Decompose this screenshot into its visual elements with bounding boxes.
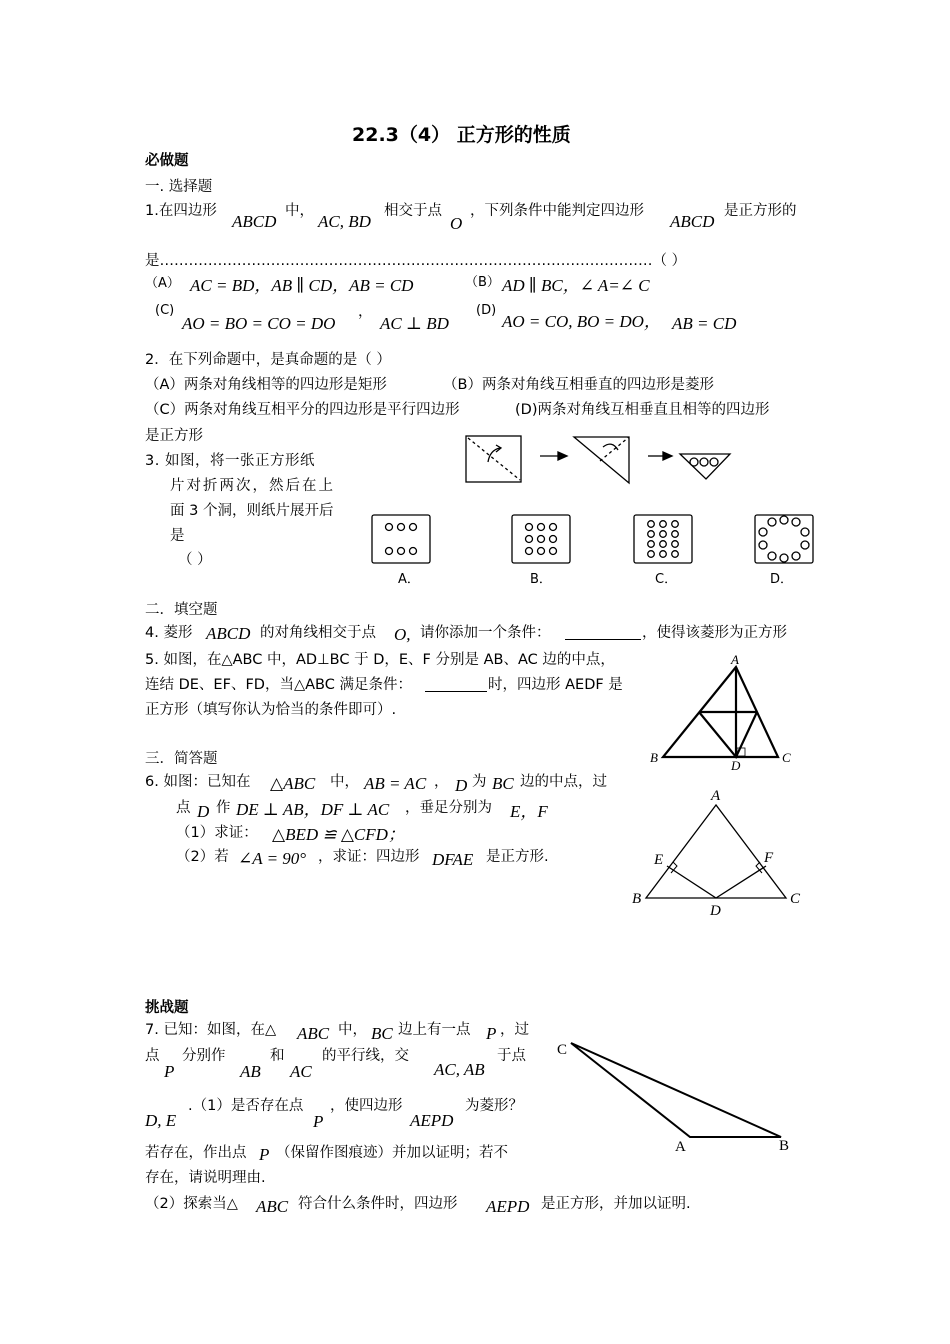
option-a-label: A． bbox=[398, 572, 420, 587]
q6-part2a: （2）若 bbox=[176, 849, 229, 865]
fig6-label-e: E bbox=[654, 852, 664, 868]
page-title: 22.3（4） 正方形的性质 bbox=[352, 124, 571, 146]
option-b-label: B． bbox=[530, 572, 552, 587]
q6-part2e: 是正方形. bbox=[486, 849, 549, 865]
q4-a: 4. 菱形 bbox=[145, 625, 193, 641]
q5-line3: 正方形（填写你认为恰当的条件即可）. bbox=[145, 702, 397, 718]
fig7-label-b: B bbox=[779, 1138, 790, 1154]
q2-option-d: (D)两条对角线互相垂直且相等的四边形 bbox=[515, 402, 770, 418]
q6-l1b: 中， bbox=[330, 774, 359, 790]
fig7-triangle bbox=[571, 1043, 781, 1137]
q2-option-d-cont: 是正方形 bbox=[145, 428, 203, 444]
q7-l3c: 为菱形？ bbox=[465, 1098, 523, 1114]
q1-option-c1: AO = BO = CO = DO bbox=[182, 314, 336, 333]
q6-l1a: 6. 如图：已知在 bbox=[145, 774, 251, 790]
q4-d: ，使得该菱形为正方形 bbox=[642, 625, 787, 641]
q7-l6b: 符合什么条件时，四边形 bbox=[298, 1196, 458, 1212]
q6-l2c: ，垂足分别为 bbox=[405, 800, 492, 816]
q1-option-b-label: （B） bbox=[465, 275, 500, 290]
option-c-label: C． bbox=[655, 572, 678, 587]
q1-line1a: 1.在四边形 bbox=[145, 203, 217, 219]
q4-c: 请你添加一个条件： bbox=[420, 625, 551, 641]
q3-line2: 片对折两次，然后在上 bbox=[170, 478, 335, 494]
q6-part2c: ，求证：四边形 bbox=[318, 849, 420, 865]
q7-l6a: （2）探索当△ bbox=[145, 1196, 238, 1212]
q7-l5: 存在，请说明理由. bbox=[145, 1170, 266, 1186]
q7-l2a: 点 bbox=[145, 1048, 160, 1064]
q7-l4b: （保留作图痕迹）并加以证明；若不 bbox=[276, 1145, 508, 1161]
fig6-label-c: C bbox=[790, 891, 801, 907]
fig5-label-c: C bbox=[782, 750, 791, 765]
q1-line1c: 相交于点 bbox=[384, 203, 442, 219]
section3-heading: 三．简答题 bbox=[145, 751, 218, 767]
q7-l1c: 边上有一点 bbox=[398, 1022, 471, 1038]
q6-l1d: 为 bbox=[472, 774, 487, 790]
q7-aepd2: AEPD bbox=[486, 1197, 530, 1216]
q1-acbd: AC, BD bbox=[318, 212, 371, 231]
q7-l6c: 是正方形，并加以证明. bbox=[541, 1196, 691, 1212]
q1-line2: 是…………………………………………………………………………………………（ ） bbox=[145, 253, 687, 269]
q1-line1d: ，下列条件中能判定四边形 bbox=[470, 203, 644, 219]
section2-heading: 二．填空题 bbox=[145, 602, 218, 618]
q7-p3: P bbox=[313, 1112, 324, 1131]
q7-abc2: ABC bbox=[256, 1197, 289, 1216]
fig5-label-d: D bbox=[731, 758, 741, 773]
q1-abcd: ABCD bbox=[232, 212, 277, 231]
q7-l2e: 于点 bbox=[497, 1048, 526, 1064]
q6-part1b: △BED ≌ △CFD； bbox=[272, 825, 405, 844]
q3-line5: （ ） bbox=[178, 552, 212, 568]
q1-option-c-sep: ， bbox=[358, 304, 373, 320]
q4-abcd: ABCD bbox=[206, 624, 251, 643]
q7-acab: AC, AB bbox=[434, 1060, 485, 1079]
fig5-label-a: A bbox=[731, 652, 739, 667]
q6-bc: BC bbox=[492, 774, 514, 793]
q6-l1e: 边的中点，过 bbox=[520, 774, 607, 790]
q6-ef: E，F bbox=[510, 802, 548, 821]
q7-l1a: 7. 已知：如图，在△ bbox=[145, 1022, 277, 1038]
q6-l2a: 点 bbox=[176, 800, 191, 816]
q7-l2d: 的平行线，交 bbox=[322, 1048, 409, 1064]
option-d-label: D． bbox=[770, 572, 794, 587]
q3-line4: 是 bbox=[170, 528, 185, 544]
q7-de: D, E bbox=[145, 1111, 177, 1130]
q1-option-b: AD ∥ BC，∠ A=∠ C bbox=[502, 276, 650, 295]
q7-ac: AC bbox=[290, 1062, 312, 1081]
fig7-label-c: C bbox=[557, 1042, 568, 1058]
q6-d: D bbox=[455, 776, 468, 795]
q1-option-d1: AO = CO, BO = DO， bbox=[502, 312, 661, 331]
required-heading: 必做题 bbox=[145, 153, 189, 169]
q5-line1: 5. 如图，在△ABC 中，AD⊥BC 于 D，E、F 分别是 AB、AC 边的中点， bbox=[145, 652, 615, 668]
q1-option-d-label: (D) bbox=[476, 303, 497, 318]
q2-stem: 2．在下列命题中，是真命题的是（ ） bbox=[145, 352, 391, 368]
q7-l2c: 和 bbox=[270, 1048, 285, 1064]
q7-aepd: AEPD bbox=[410, 1111, 454, 1130]
q1-line1b: 中， bbox=[285, 203, 314, 219]
fig6-label-f: F bbox=[764, 850, 774, 866]
q4-o: O, bbox=[394, 625, 411, 644]
q6-l2b: 作 bbox=[216, 800, 231, 816]
q7-l4a: 若存在，作出点 bbox=[145, 1145, 247, 1161]
fig7-label-a: A bbox=[675, 1139, 686, 1155]
q5-line2b: 时，四边形 AEDF 是 bbox=[488, 677, 623, 693]
q7-p: P bbox=[486, 1024, 497, 1043]
q5-line2a: 连结 DE、EF、FD，当△ABC 满足条件： bbox=[145, 677, 412, 693]
q6-part2d: DFAE bbox=[432, 850, 474, 869]
fig6-label-a: A bbox=[711, 788, 721, 804]
q7-l3b: ，使四边形 bbox=[330, 1098, 403, 1114]
q1-option-d2: AB = CD bbox=[672, 314, 737, 333]
q6-perp: DE ⊥ AB，DF ⊥ AC bbox=[236, 800, 390, 819]
q6-part1a: （1）求证： bbox=[176, 825, 258, 841]
q6-d2: D bbox=[197, 802, 210, 821]
q2-option-a: （A）两条对角线相等的四边形是矩形 bbox=[145, 377, 387, 393]
q1-option-a-label: （A） bbox=[145, 276, 180, 291]
q7-ab: AB bbox=[240, 1062, 261, 1081]
q7-l1b: 中， bbox=[338, 1022, 367, 1038]
q7-l2b: 分别作 bbox=[182, 1048, 226, 1064]
q1-o: O bbox=[450, 214, 463, 233]
q7-p4: P bbox=[259, 1145, 270, 1164]
q6-eq: AB = AC bbox=[364, 774, 427, 793]
q2-option-b: （B）两条对角线互相垂直的四边形是菱形 bbox=[443, 377, 714, 393]
q6-part2b: ∠A = 90° bbox=[238, 849, 307, 868]
q6-tri: △ABC bbox=[270, 774, 316, 793]
q7-l1d: ，过 bbox=[500, 1022, 529, 1038]
q7-abc: ABC bbox=[297, 1024, 330, 1043]
q1-option-a: AC = BD，AB ∥ CD，AB = CD bbox=[190, 276, 414, 295]
q1-option-c-label: (C) bbox=[155, 303, 175, 318]
challenge-heading: 挑战题 bbox=[145, 1000, 189, 1016]
q6-l1c: ， bbox=[434, 774, 449, 790]
q2-option-c: （C）两条对角线互相平分的四边形是平行四边形 bbox=[145, 402, 460, 418]
q3-line1: 3. 如图，将一张正方形纸 bbox=[145, 453, 315, 469]
q7-p2: P bbox=[164, 1062, 175, 1081]
q4-b: 的对角线相交于点 bbox=[260, 625, 376, 641]
fig6-label-b: B bbox=[632, 891, 642, 907]
q1-abcd2: ABCD bbox=[670, 212, 715, 231]
q3-line3: 面 3 个洞，则纸片展开后 bbox=[170, 503, 334, 519]
fig6-label-d: D bbox=[710, 903, 721, 919]
q7-l3a: .（1）是否存在点 bbox=[188, 1098, 304, 1114]
section1-heading: 一. 选择题 bbox=[145, 179, 213, 195]
q1-option-c2: AC ⊥ BD bbox=[380, 314, 449, 333]
q7-bc: BC bbox=[371, 1024, 393, 1043]
fig5-label-b: B bbox=[650, 750, 658, 765]
q1-line1e: 是正方形的 bbox=[724, 203, 797, 219]
